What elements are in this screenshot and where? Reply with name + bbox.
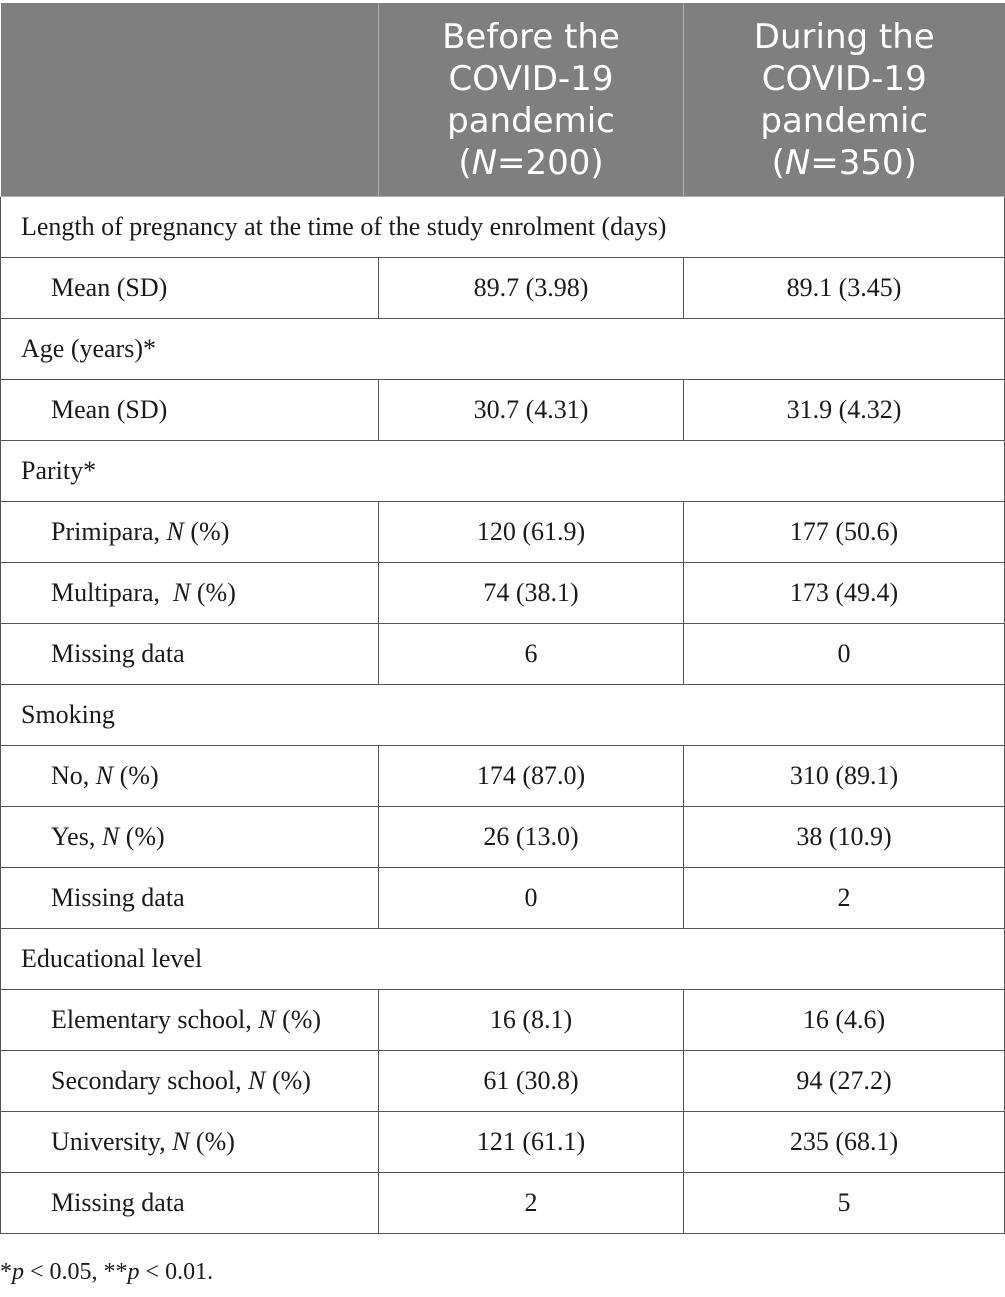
row-label-pct: (%) xyxy=(189,1127,235,1156)
value-during: 5 xyxy=(684,1173,1005,1234)
section-row-education xyxy=(1,929,1005,990)
value-before: 30.7 (4.31) xyxy=(379,380,684,441)
value-during: 177 (50.6) xyxy=(684,502,1005,563)
value-during: 2 xyxy=(684,868,1005,929)
table-row xyxy=(1,1173,1005,1234)
table-row xyxy=(1,1051,1005,1112)
footnote-text1: < 0.05, ** xyxy=(24,1259,128,1285)
value-before: 74 (38.1) xyxy=(379,563,684,624)
row-label-text: Elementary school, xyxy=(51,1005,259,1034)
row-label-pct: (%) xyxy=(265,1066,311,1095)
row-label xyxy=(1,1051,379,1112)
value-during: 0 xyxy=(684,624,1005,685)
table-row xyxy=(1,868,1005,929)
header-before-line3: pandemic xyxy=(447,100,615,141)
table-footnote xyxy=(0,1259,213,1286)
value-during: 94 (27.2) xyxy=(684,1051,1005,1112)
row-label-text: Primipara, xyxy=(51,517,167,546)
header-during-n-value: =350) xyxy=(810,142,917,183)
row-label-n: N xyxy=(258,1005,276,1034)
section-row-length xyxy=(1,197,1005,258)
row-label-n: N xyxy=(166,517,184,546)
row-label-n: N xyxy=(248,1066,266,1095)
header-during-line3: pandemic xyxy=(760,100,929,141)
row-label: Missing data xyxy=(1,868,379,929)
footnote-star: * xyxy=(0,1259,12,1285)
table-row xyxy=(1,258,1005,319)
value-before: 174 (87.0) xyxy=(379,746,684,807)
row-label-pct: (%) xyxy=(113,761,159,790)
table-body xyxy=(1,197,1005,1234)
footnote-text2: < 0.01. xyxy=(139,1259,214,1285)
value-during: 235 (68.1) xyxy=(684,1112,1005,1173)
row-label-text: Secondary school, xyxy=(51,1066,249,1095)
row-label-pct: (%) xyxy=(275,1005,322,1034)
section-label-parity: Parity* xyxy=(1,441,1005,502)
value-before: 2 xyxy=(379,1173,684,1234)
row-label-text: University, xyxy=(51,1127,173,1156)
table-row xyxy=(1,502,1005,563)
row-label xyxy=(1,746,379,807)
value-during: 38 (10.9) xyxy=(684,807,1005,868)
header-row xyxy=(1,3,1005,197)
section-row-parity xyxy=(1,441,1005,502)
row-label xyxy=(1,807,379,868)
footnote-p1: p xyxy=(12,1259,24,1285)
row-label xyxy=(1,1112,379,1173)
header-during-paren: ( xyxy=(771,142,785,183)
header-before-pandemic xyxy=(379,3,684,197)
table-row xyxy=(1,624,1005,685)
section-row-smoking xyxy=(1,685,1005,746)
row-label-n: N xyxy=(173,578,191,607)
header-during-line1: During the xyxy=(753,16,935,57)
table-row xyxy=(1,807,1005,868)
header-empty-cell xyxy=(1,3,379,197)
row-label xyxy=(1,502,379,563)
header-during-line2: COVID-19 xyxy=(761,58,927,99)
section-label-length: Length of pregnancy at the time of the study enrolment (days) xyxy=(1,197,1005,258)
table-row xyxy=(1,563,1005,624)
row-label xyxy=(1,563,379,624)
row-label-n: N xyxy=(101,822,120,851)
row-label-n: N xyxy=(172,1127,190,1156)
table-row xyxy=(1,380,1005,441)
row-label-pct: (%) xyxy=(119,822,165,851)
table-header xyxy=(1,3,1005,197)
row-label-text: No, xyxy=(51,761,96,790)
header-during-pandemic xyxy=(684,3,1005,197)
value-during: 310 (89.1) xyxy=(684,746,1005,807)
row-label-text: Yes, xyxy=(51,822,102,851)
footnote-p2: p xyxy=(127,1259,140,1285)
value-before: 121 (61.1) xyxy=(379,1112,684,1173)
characteristics-table xyxy=(0,3,1005,1234)
header-before-line2: COVID-19 xyxy=(448,58,614,99)
row-label-text: Multipara, xyxy=(51,578,174,607)
section-label-education: Educational level xyxy=(1,929,1005,990)
section-row-age xyxy=(1,319,1005,380)
value-before: 0 xyxy=(379,868,684,929)
row-label: Missing data xyxy=(1,1173,379,1234)
row-label: Missing data xyxy=(1,624,379,685)
value-before: 6 xyxy=(379,624,684,685)
header-before-line1: Before the xyxy=(442,16,620,57)
section-label-age: Age (years)* xyxy=(1,319,1005,380)
row-label: Mean (SD) xyxy=(1,380,379,441)
table-row xyxy=(1,990,1005,1051)
value-during: 16 (4.6) xyxy=(684,990,1005,1051)
value-during: 89.1 (3.45) xyxy=(684,258,1005,319)
header-before-n-value: =200) xyxy=(497,142,604,183)
table-row xyxy=(1,746,1005,807)
row-label-pct: (%) xyxy=(190,578,236,607)
value-before: 16 (8.1) xyxy=(379,990,684,1051)
header-during-n: N xyxy=(784,142,811,183)
row-label-pct: (%) xyxy=(183,517,230,546)
value-before: 89.7 (3.98) xyxy=(379,258,684,319)
row-label: Mean (SD) xyxy=(1,258,379,319)
value-during: 173 (49.4) xyxy=(684,563,1005,624)
header-before-n: N xyxy=(471,142,498,183)
row-label xyxy=(1,990,379,1051)
row-label-n: N xyxy=(95,761,114,790)
table-row xyxy=(1,1112,1005,1173)
value-before: 26 (13.0) xyxy=(379,807,684,868)
value-during: 31.9 (4.32) xyxy=(684,380,1005,441)
value-before: 120 (61.9) xyxy=(379,502,684,563)
section-label-smoking: Smoking xyxy=(1,685,1005,746)
header-before-paren: ( xyxy=(458,142,472,183)
value-before: 61 (30.8) xyxy=(379,1051,684,1112)
